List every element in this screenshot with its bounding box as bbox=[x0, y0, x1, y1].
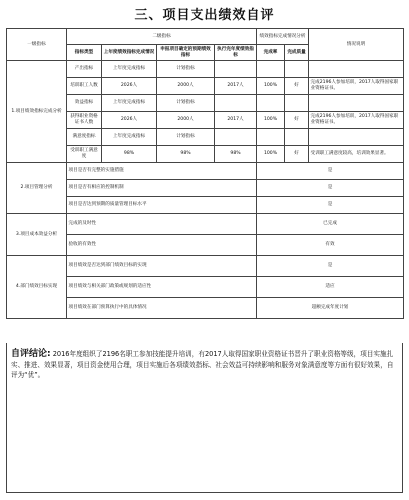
cell-rate bbox=[257, 95, 285, 112]
cell-quality bbox=[285, 61, 309, 78]
table-row bbox=[7, 256, 404, 277]
cell-executed: 98% bbox=[215, 146, 257, 163]
cell-rate: 100% bbox=[257, 146, 285, 163]
cell-planned: 2026人 bbox=[102, 78, 157, 95]
table-row bbox=[7, 78, 404, 95]
performance-table bbox=[6, 28, 404, 319]
conclusion-box bbox=[6, 343, 403, 493]
cell-quality: 好 bbox=[285, 78, 309, 95]
conclusion-text: 2016年度组织了2196名职工参加技能提升培训，有2017人取得国家职业资格证书晋升了职业资格等级，项目实施扎实、推进、效果显著，项目资金使用合理，项目实施后各项绩效指标、社会效益可持续影响和服务对象满意度等方面有很好效果，自评为“优”。 bbox=[11, 350, 394, 379]
table-row bbox=[7, 112, 404, 129]
cell-category: 获得职业资格证书人数 bbox=[67, 112, 102, 129]
cell-item: 项目是否有完整的实施措施 bbox=[67, 163, 257, 180]
cell-executed bbox=[215, 61, 257, 78]
cell-note bbox=[309, 95, 404, 112]
cell-category: 培训职工人数 bbox=[67, 78, 102, 95]
cell-rate: 100% bbox=[257, 112, 285, 129]
conclusion-label: 自评结论: bbox=[11, 349, 51, 359]
cell-item: 项目是否达到预期的质量管理目标水平 bbox=[67, 197, 257, 214]
cell-rate: 100% bbox=[257, 78, 285, 95]
cell-category: 效益指标 bbox=[67, 95, 102, 112]
header-explanation: 情况说明 bbox=[309, 29, 404, 61]
cell-planned: 上年度完成指标 bbox=[102, 129, 157, 146]
cell-category: 产出指标 bbox=[67, 61, 102, 78]
cell-note: 受训职工满意度较高，培训效果显著。 bbox=[309, 146, 404, 163]
cell-result: 是 bbox=[257, 163, 404, 180]
table-row bbox=[7, 95, 404, 112]
cell-target: 计划指标 bbox=[157, 61, 215, 78]
header-level1: 一级指标 bbox=[7, 29, 67, 61]
cell-target: 2000人 bbox=[157, 112, 215, 129]
cell-item: 项目是否有相应的控制机制 bbox=[67, 180, 257, 197]
cell-executed bbox=[215, 95, 257, 112]
cell-note: 完成2196人参加培训，2017人取得国家职业资格证书。 bbox=[309, 78, 404, 95]
cell-target: 98% bbox=[157, 146, 215, 163]
cell-result: 超额完成年度计划 bbox=[257, 298, 404, 319]
cell-item: 验收的有效性 bbox=[67, 235, 257, 256]
cell-executed bbox=[215, 129, 257, 146]
table-row bbox=[7, 180, 404, 197]
header-rate: 完成率 bbox=[257, 45, 285, 61]
cell-result: 是 bbox=[257, 256, 404, 277]
cell-planned: 上年度完成指标 bbox=[102, 61, 157, 78]
cell-note bbox=[309, 61, 404, 78]
cell-result: 是 bbox=[257, 180, 404, 197]
header-level2: 二级指标 bbox=[67, 29, 257, 45]
cell-executed: 2017人 bbox=[215, 112, 257, 129]
cell-result: 适应 bbox=[257, 277, 404, 298]
table-row bbox=[7, 277, 404, 298]
cell-result: 有效 bbox=[257, 235, 404, 256]
cell-note: 完成2196人参加培训，2017人取得国家职业资格证书。 bbox=[309, 112, 404, 129]
header-quality: 完成质量 bbox=[285, 45, 309, 61]
header-planned: 上年度绩效指标完成情况 bbox=[102, 45, 157, 61]
table-row bbox=[7, 61, 404, 78]
header-row bbox=[7, 29, 404, 45]
cell-item: 项目绩效与相关部门政策或规划的适应性 bbox=[67, 277, 257, 298]
cell-quality bbox=[285, 95, 309, 112]
cell-target: 计划指标 bbox=[157, 95, 215, 112]
header-target: 申报项目确定的预期绩效指标 bbox=[157, 45, 215, 61]
cell-rate bbox=[257, 129, 285, 146]
section4-label: 4.部门绩效目标实现 bbox=[7, 256, 67, 319]
page-title: 三、项目支出绩效自评 bbox=[134, 8, 275, 23]
cell-item: 完成的及时性 bbox=[67, 214, 257, 235]
cell-planned: 上年度完成指标 bbox=[102, 95, 157, 112]
cell-category: 受训职工满意度 bbox=[67, 146, 102, 163]
section3-label: 3.项目成本效益分析 bbox=[7, 214, 67, 256]
cell-rate bbox=[257, 61, 285, 78]
header-deviation: 绩效指标完成情况分析 bbox=[257, 29, 309, 45]
table-row bbox=[7, 163, 404, 180]
cell-target: 2000人 bbox=[157, 78, 215, 95]
cell-note bbox=[309, 129, 404, 146]
cell-planned: 98% bbox=[102, 146, 157, 163]
cell-item: 项目绩效是否达到部门绩效目标的实现 bbox=[67, 256, 257, 277]
header-category: 指标类型 bbox=[67, 45, 102, 61]
cell-result: 已完成 bbox=[257, 214, 404, 235]
cell-executed: 2017人 bbox=[215, 78, 257, 95]
table-row bbox=[7, 197, 404, 214]
header-executed: 执行完年度绩效指标 bbox=[215, 45, 257, 61]
cell-quality: 好 bbox=[285, 112, 309, 129]
section1-label: 1.项目绩效指标完成分析 bbox=[7, 61, 67, 163]
cell-category: 满意度指标 bbox=[67, 129, 102, 146]
cell-target: 计划指标 bbox=[157, 129, 215, 146]
table-row bbox=[7, 129, 404, 146]
cell-quality bbox=[285, 129, 309, 146]
table-row bbox=[7, 214, 404, 235]
cell-planned: 2026人 bbox=[102, 112, 157, 129]
table-row bbox=[7, 146, 404, 163]
table-row bbox=[7, 235, 404, 256]
section2-label: 2.项目管理分析 bbox=[7, 163, 67, 214]
cell-result: 是 bbox=[257, 197, 404, 214]
cell-quality: 好 bbox=[285, 146, 309, 163]
cell-item: 项目绩效在部门预算执行中的具体情况 bbox=[67, 298, 257, 319]
table-row bbox=[7, 298, 404, 319]
